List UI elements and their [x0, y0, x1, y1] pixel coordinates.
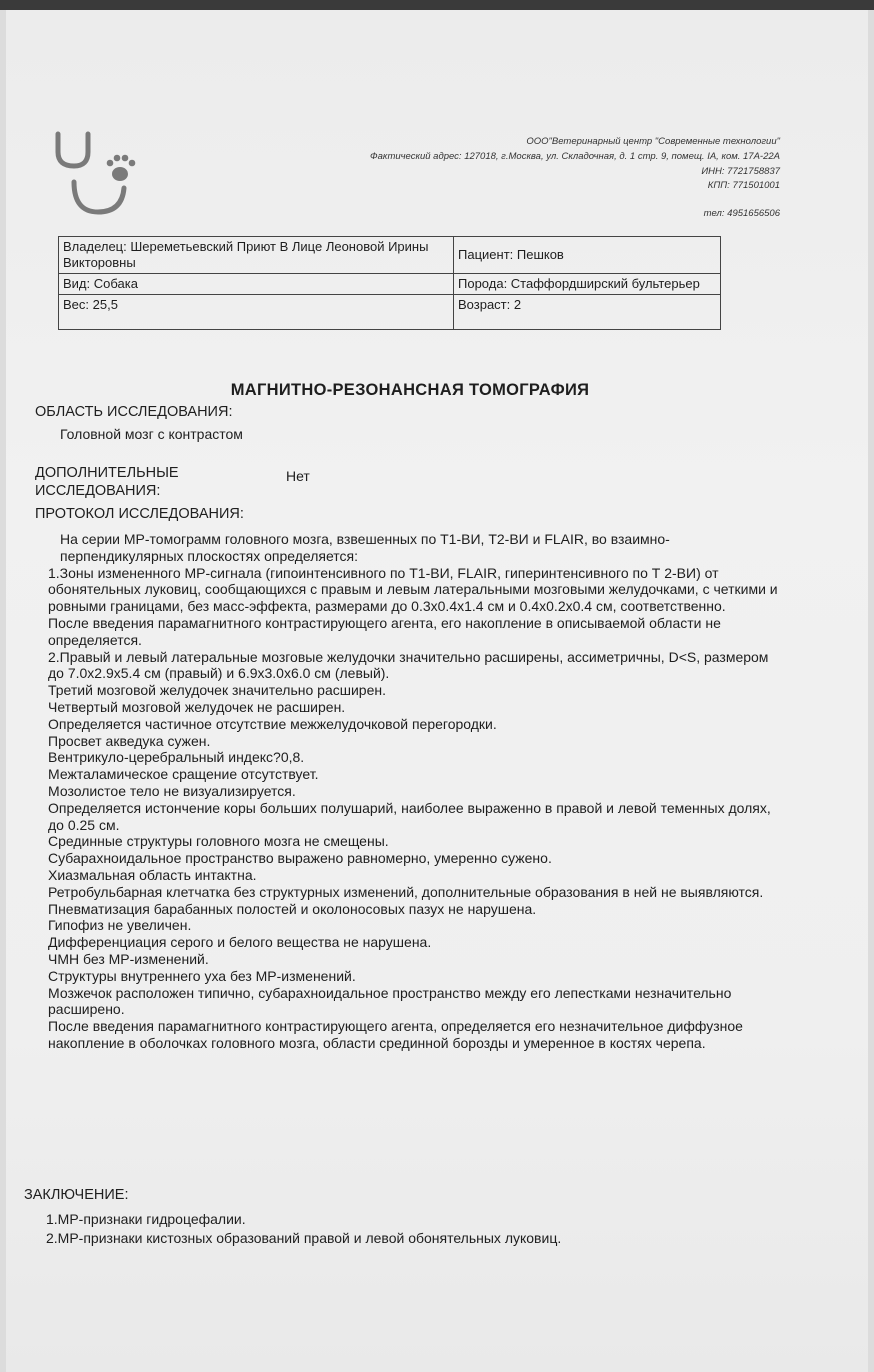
clinic-inn: ИНН: 7721758837	[701, 166, 780, 177]
breed-cell: Порода: Стаффордширский бультерьер	[454, 274, 721, 295]
patient-cell: Пациент: Пешков	[454, 237, 721, 274]
stethoscope-paw-logo-icon	[52, 130, 142, 220]
protocol-paragraph: После введения парамагнитного контрастирующего агента, его накопление в описываемой области не определяется.	[48, 614, 721, 648]
protocol-paragraph: После введения парамагнитного контрастирующего агента, определяется его незначительное диффузное накопление в оболочках головного мозга, области срединной борозды и умеренное в костях черепа.	[48, 1018, 743, 1051]
protocol-paragraph: ЧМН без МР-изменений.	[48, 950, 209, 967]
owner-cell: Владелец: Шереметьевский Приют В Лице Леоновой Ирины Викторовны	[59, 237, 454, 274]
protocol-paragraph: На серии МР-томограмм головного мозга, взвешенных по Т1-ВИ, Т2-ВИ и FLAIR, во взаимно-перпендикулярных плоскостях определяется:	[60, 531, 670, 564]
clinic-address: Фактический адрес: 127018, г.Москва, ул. Складочная, д. 1 стр. 9, помещ. IА, ком. 17А-22А	[370, 151, 780, 162]
conclusion-item: 1.МР-признаки гидроцефалии.	[46, 1211, 246, 1227]
patient-info-table	[58, 236, 721, 330]
table-row	[59, 237, 721, 274]
age-cell: Возраст: 2	[454, 295, 721, 330]
document-title: МАГНИТНО-РЕЗОНАНСНАЯ ТОМОГРАФИЯ	[230, 381, 590, 399]
protocol-paragraph: Срединные структуры головного мозга не смещены.	[48, 833, 389, 850]
protocol-paragraph: 1.Зоны измененного МР-сигнала (гипоинтенсивного по Т1-ВИ, FLAIR, гиперинтенсивного по Т 2-ВИ) от обонятельных луковиц, сообщающихся с правым и левым латеральными мозговыми желудочками, с четкими и ровными границами, без масс-эффекта, размерами до 0.3х0.4х1.4 см и 0.4х0.2х0.4 см, соответственно.	[48, 564, 778, 615]
protocol-paragraph: Дифференциация серого и белого вещества не нарушена.	[48, 934, 432, 951]
protocol-paragraph: Хиазмальная область интактна.	[48, 866, 257, 883]
protocol-paragraph: Субарахноидальное пространство выражено равномерно, умеренно сужено.	[48, 850, 552, 867]
photo-top-edge	[0, 0, 874, 10]
protocol-paragraph: Межталамическое сращение отсутствует.	[48, 766, 319, 783]
protocol-text	[48, 531, 778, 1052]
conclusion-label: ЗАКЛЮЧЕНИЕ:	[24, 1187, 129, 1203]
species-cell: Вид: Собака	[59, 274, 454, 295]
protocol-paragraph: Пневматизация барабанных полостей и околоносовых пазух не нарушена.	[48, 900, 537, 917]
protocol-paragraph: Структуры внутреннего уха без МР-изменений.	[48, 967, 356, 984]
protocol-paragraph: Определяется истончение коры больших полушарий, наиболее выраженно в правой и левой теменных долях, до 0.25 см.	[48, 799, 771, 833]
protocol-paragraph: 2.Правый и левый латеральные мозговые желудочки значительно расширены, ассиметричны, D<S, размером до 7.0х2.9х5.4 см (правый) и 6.9х3.0х6.0 см (левый).	[48, 648, 769, 682]
weight-cell: Вес: 25,5	[59, 295, 454, 330]
extra-label: ДОПОЛНИТЕЛЬНЫЕ ИССЛЕДОВАНИЯ:	[35, 465, 179, 499]
protocol-paragraph: Вентрикуло-церебральный индекс?0,8.	[48, 749, 305, 766]
extra-value: Нет	[286, 468, 310, 484]
protocol-paragraph: Просвет акведука сужен.	[48, 732, 211, 749]
area-value: Головной мозг с контрастом	[60, 426, 243, 442]
protocol-paragraph: Четвертый мозговой желудочек не расширен.	[48, 698, 346, 715]
protocol-paragraph: Третий мозговой желудочек значительно расширен.	[48, 682, 386, 699]
protocol-paragraph: Мозолистое тело не визуализируется.	[48, 782, 296, 799]
protocol-paragraph: Определяется частичное отсутствие межжелудочковой перегородки.	[48, 715, 497, 732]
area-label: ОБЛАСТЬ ИССЛЕДОВАНИЯ:	[35, 404, 233, 420]
clinic-name: ООО"Ветеринарный центр "Современные технологии"	[526, 136, 780, 147]
clinic-kpp: КПП: 771501001	[707, 180, 780, 191]
conclusion-item: 2.МР-признаки кистозных образований правой и левой обонятельных луковиц.	[46, 1230, 562, 1246]
protocol-paragraph: Гипофиз не увеличен.	[48, 917, 192, 934]
table-row	[59, 295, 721, 330]
protocol-paragraph: Мозжечок расположен типично, субарахноидальное пространство между его лепестками незначительно расширено.	[48, 984, 732, 1018]
clinic-phone: тел: 4951656506	[703, 208, 780, 219]
protocol-label: ПРОТОКОЛ ИССЛЕДОВАНИЯ:	[35, 506, 244, 522]
table-row	[59, 274, 721, 295]
protocol-paragraph: Ретробульбарная клетчатка без структурных изменений, дополнительные образования в ней не выявляются.	[48, 883, 764, 900]
conclusion-list	[46, 1210, 746, 1248]
